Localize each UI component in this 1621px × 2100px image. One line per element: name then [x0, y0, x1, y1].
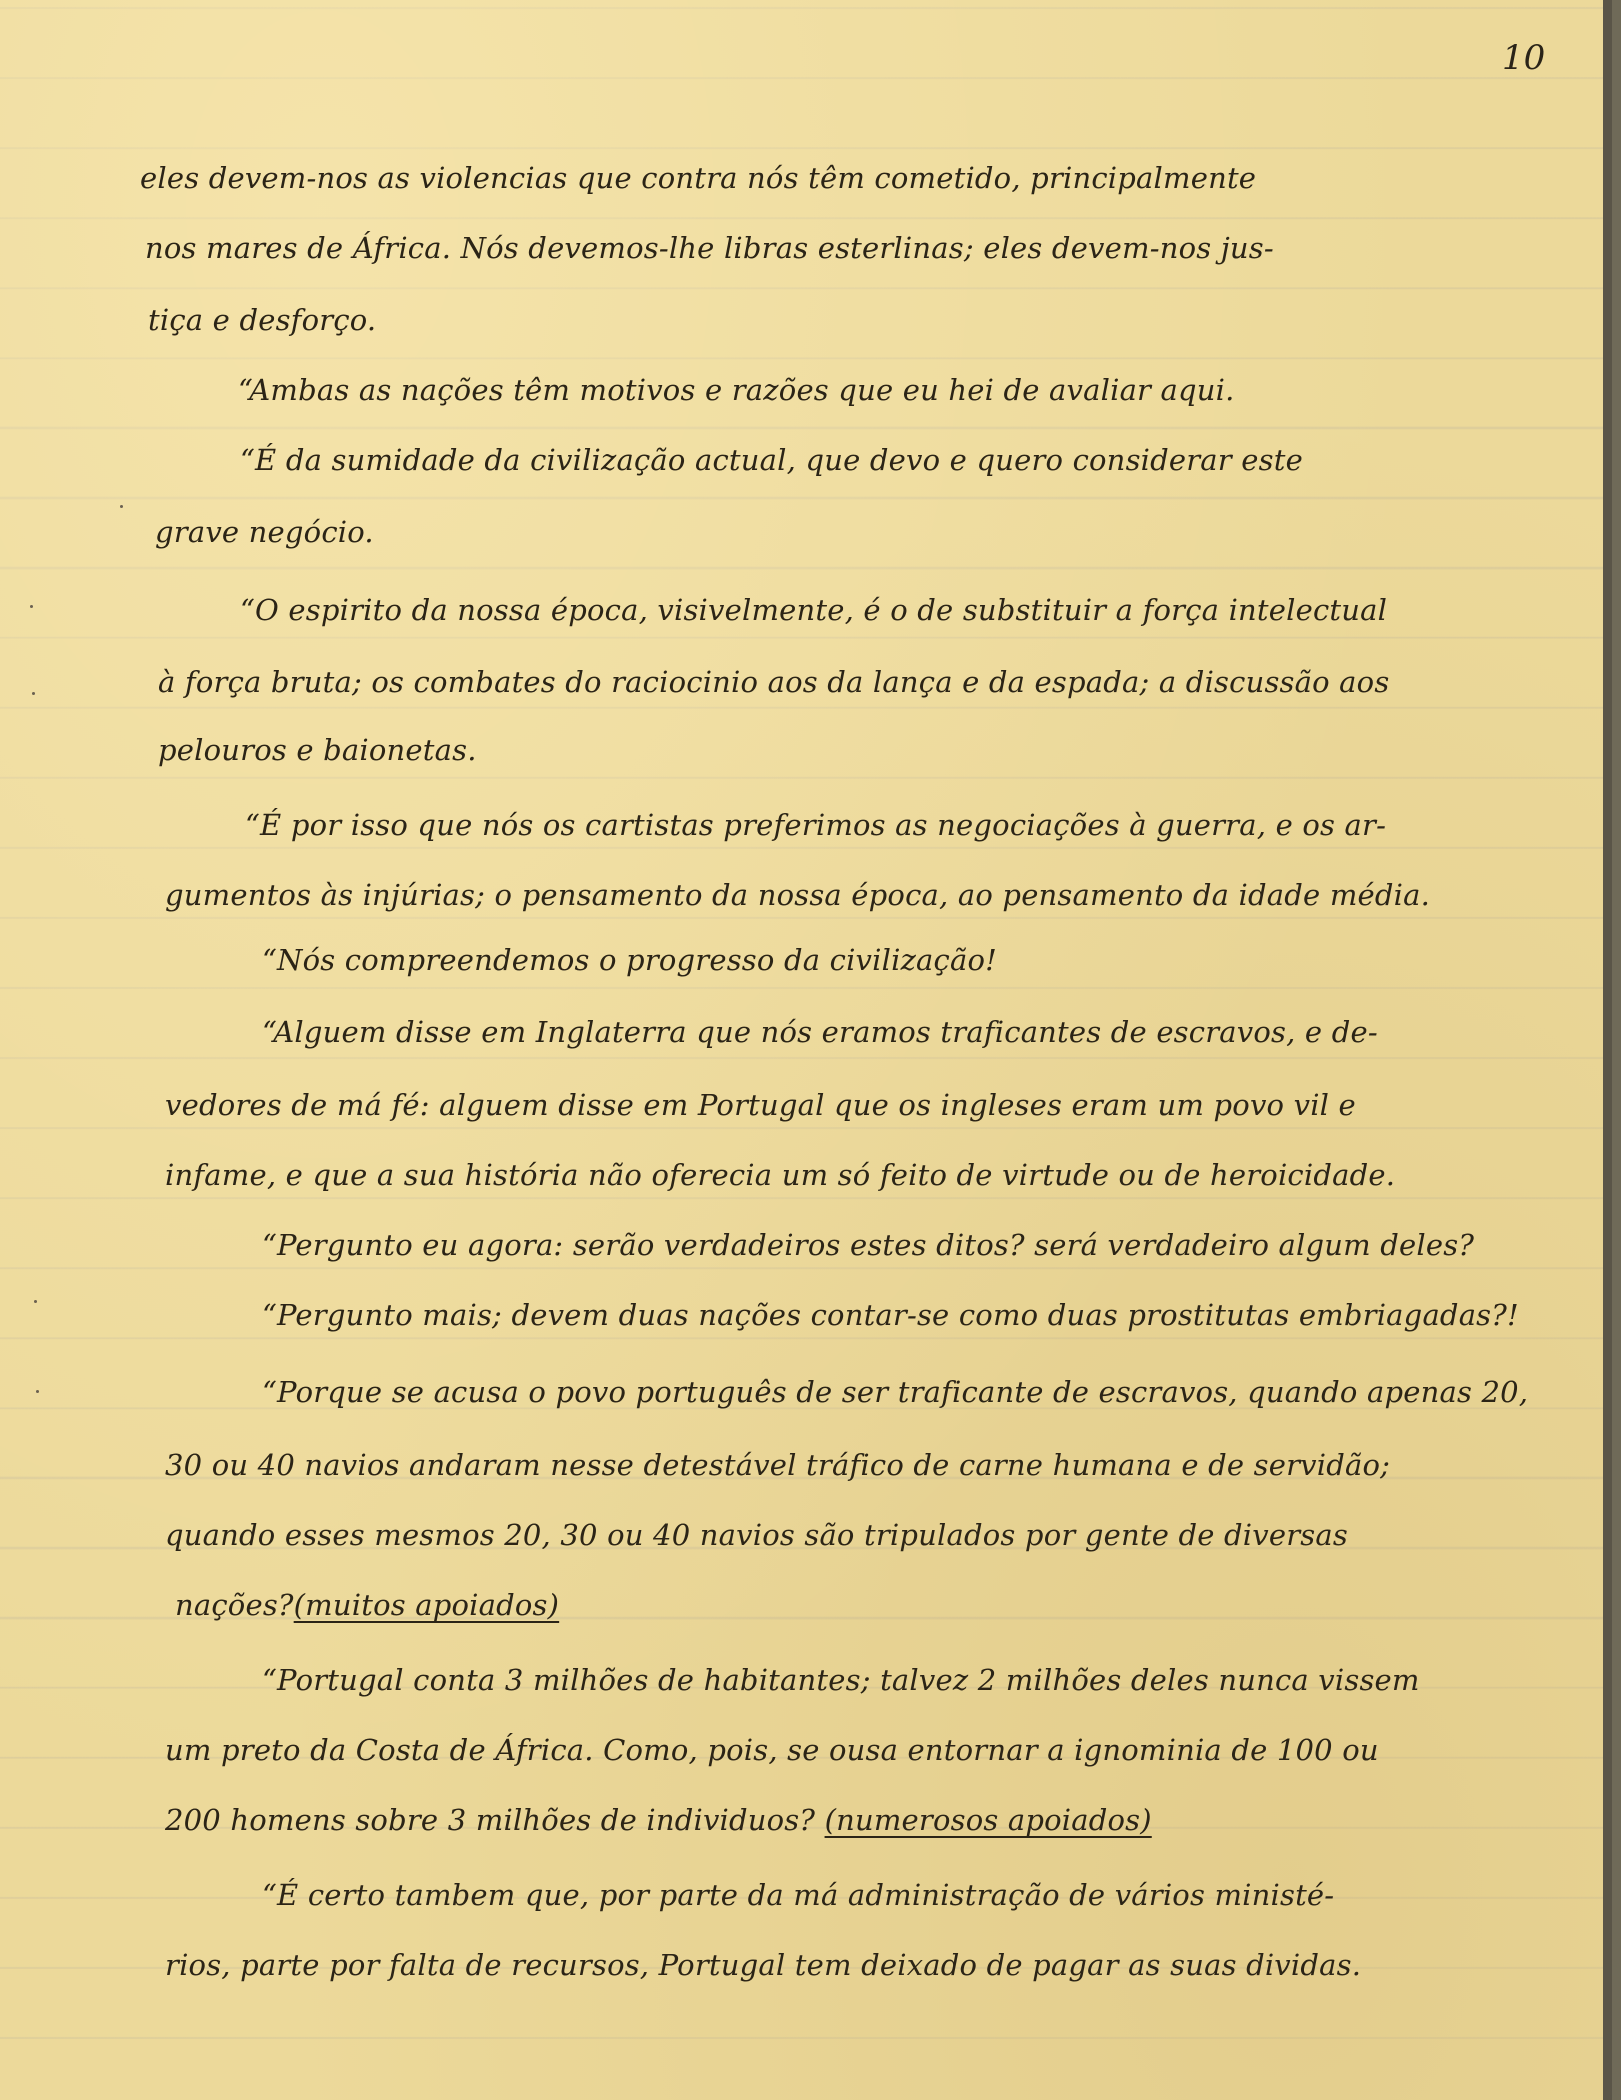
text-line-7: “O espirito da nossa época, visivelmente, é o de substituir a força intelectual	[240, 593, 1388, 627]
text-line-1: eles devem-nos as violencias que contra nós têm cometido, principalmente	[140, 161, 1257, 195]
text-line-25: “É certo tambem que, por parte da má administração de vários ministé-	[262, 1878, 1335, 1912]
text-line-15: infame, e que a sua história não oferecia um só feito de virtude ou de heroicidade.	[165, 1158, 1396, 1192]
text-line-14: vedores de má fé: alguem disse em Portugal que os ingleses eram um povo vil e	[165, 1088, 1356, 1122]
text-line-5: “É da sumidade da civilização actual, que devo e quero considerar este	[240, 443, 1303, 477]
text-line-8: à força bruta; os combates do raciocinio aos da lança e da espada; a discussão aos	[158, 665, 1390, 699]
text-line-21-start: nações?	[175, 1588, 294, 1622]
annotation-muitos-apoiados: (muitos apoiados)	[293, 1588, 560, 1622]
page-number: 10	[1502, 38, 1546, 78]
text-line-16: “Pergunto eu agora: serão verdadeiros estes ditos? será verdadeiro algum deles?	[262, 1228, 1475, 1262]
text-line-4: “Ambas as nações têm motivos e razões que eu hei de avaliar aqui.	[238, 373, 1235, 407]
annotation-numerosos-apoiados: (numerosos apoiados)	[824, 1803, 1152, 1837]
margin-mark	[30, 605, 33, 608]
text-line-21	[175, 1585, 559, 1625]
text-line-17: “Pergunto mais; devem duas nações contar-se como duas prostitutas embriagadas?!	[262, 1298, 1519, 1332]
text-line-9: pelouros e baionetas.	[158, 733, 477, 767]
text-line-3: tiça e desforço.	[148, 303, 377, 337]
text-line-10: “É por isso que nós os cartistas preferimos as negociações à guerra, e os ar-	[245, 808, 1387, 842]
text-line-20: quando esses mesmos 20, 30 ou 40 navios são tripulados por gente de diversas	[165, 1518, 1348, 1552]
margin-mark	[36, 1390, 39, 1393]
margin-mark	[32, 692, 35, 695]
text-line-2: nos mares de África. Nós devemos-lhe libras esterlinas; eles devem-nos jus-	[145, 231, 1274, 265]
margin-mark	[34, 1300, 37, 1303]
text-line-13: “Alguem disse em Inglaterra que nós eramos traficantes de escravos, e de-	[262, 1015, 1378, 1049]
text-line-12: “Nós compreendemos o progresso da civilização!	[262, 943, 997, 977]
text-line-18: “Porque se acusa o povo português de ser traficante de escravos, quando apenas 20,	[262, 1375, 1529, 1409]
page-edge	[1603, 0, 1612, 2100]
text-line-24	[165, 1800, 1152, 1840]
text-line-11: gumentos às injúrias; o pensamento da nossa época, ao pensamento da idade média.	[165, 878, 1431, 912]
text-line-26: rios, parte por falta de recursos, Portugal tem deixado de pagar as suas dividas.	[165, 1948, 1362, 1982]
text-line-22: “Portugal conta 3 milhões de habitantes; talvez 2 milhões deles nunca vissem	[262, 1663, 1420, 1697]
margin-mark	[120, 505, 123, 508]
text-line-24-start: 200 homens sobre 3 milhões de individuos?	[165, 1803, 816, 1837]
text-line-19: 30 ou 40 navios andaram nesse detestável tráfico de carne humana e de servidão;	[165, 1448, 1391, 1482]
text-line-6: grave negócio.	[155, 515, 374, 549]
text-line-23: um preto da Costa de África. Como, pois, se ousa entornar a ignominia de 100 ou	[165, 1733, 1379, 1767]
